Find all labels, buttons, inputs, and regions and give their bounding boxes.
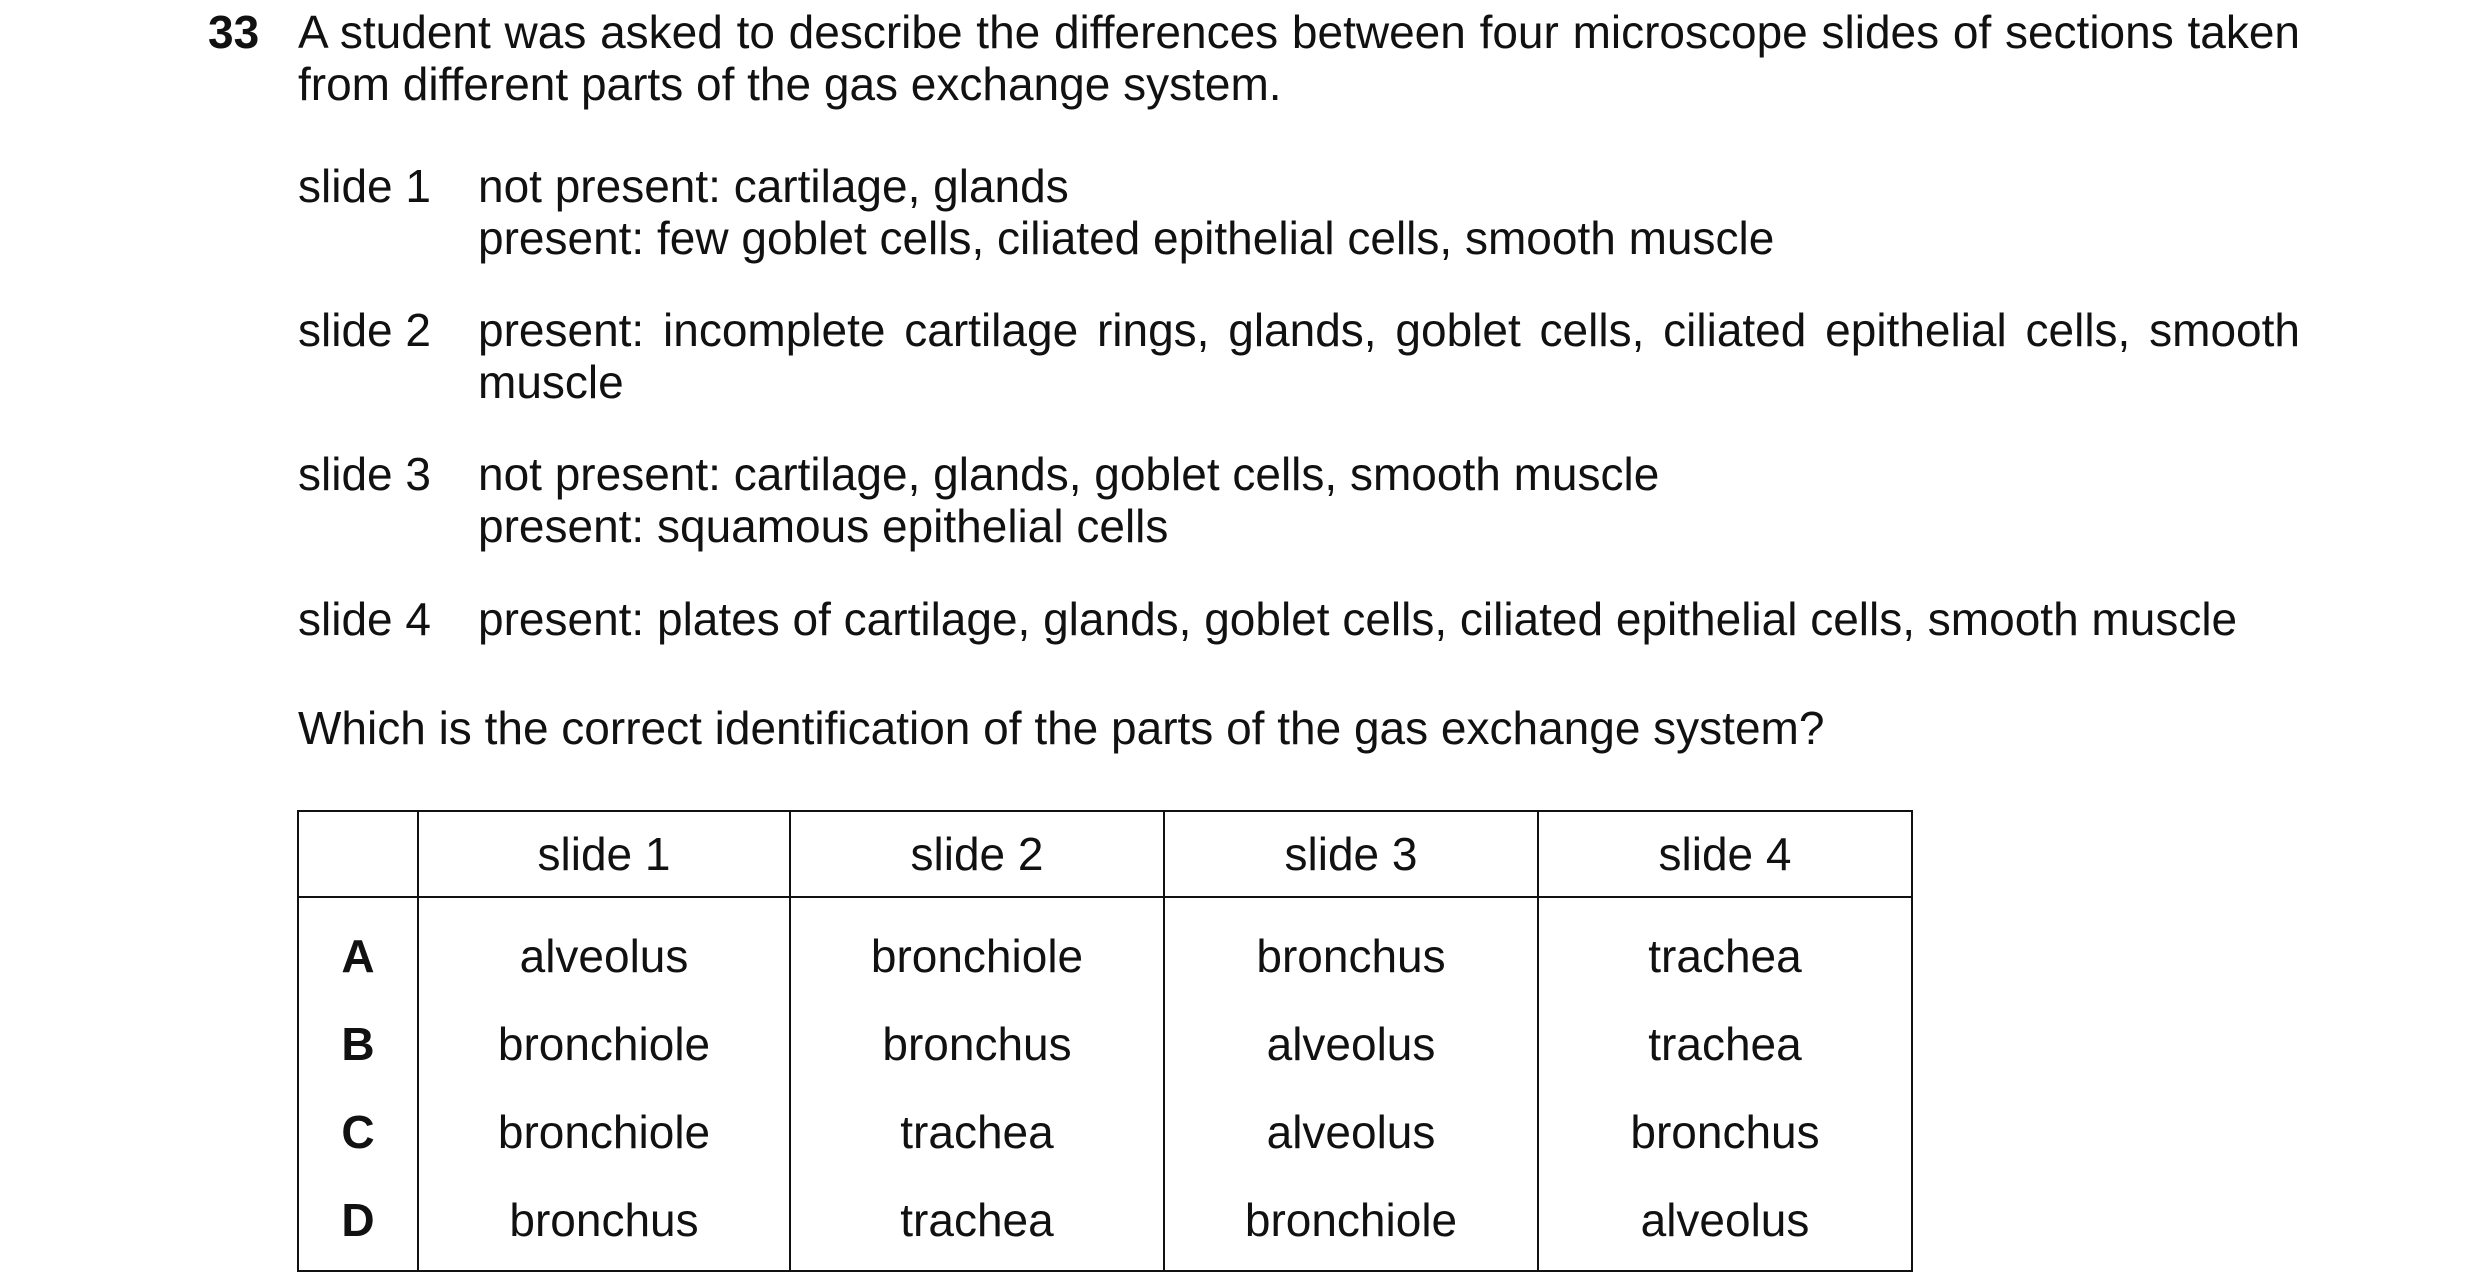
slide-text-line: present: incomplete cartilage rings, glands, goblet cells, ciliated epithelial cells, smooth muscle	[478, 304, 2300, 408]
slide-text	[478, 304, 2300, 408]
option-letter[interactable]: A	[298, 897, 418, 1000]
table-header-row	[298, 811, 1912, 897]
table-cell: trachea	[790, 1088, 1164, 1176]
option-row-b[interactable]	[298, 1000, 1912, 1088]
slide-label: slide 1	[298, 160, 431, 212]
table-cell: bronchus	[1164, 897, 1538, 1000]
question-stem: A student was asked to describe the differences between four microscope slides of sections taken from different parts of the gas exchange system.	[298, 6, 2300, 110]
slide-label: slide 4	[298, 593, 431, 645]
table-cell: bronchiole	[418, 1088, 790, 1176]
table-cell: bronchiole	[790, 897, 1164, 1000]
slide-text	[478, 160, 2300, 264]
table-header-cell: slide 4	[1538, 811, 1912, 897]
question-number: 33	[208, 6, 260, 58]
option-letter[interactable]: D	[298, 1176, 418, 1271]
table-cell: bronchiole	[418, 1000, 790, 1088]
option-letter[interactable]: C	[298, 1088, 418, 1176]
table-cell: bronchus	[1538, 1088, 1912, 1176]
table-cell: alveolus	[418, 897, 790, 1000]
slide-label: slide 3	[298, 448, 431, 500]
slide-text	[478, 593, 2300, 645]
table-cell: bronchus	[790, 1000, 1164, 1088]
slide-text-line: not present: cartilage, glands, goblet cells, smooth muscle	[478, 448, 1660, 500]
table-header-cell	[298, 811, 418, 897]
table-cell: trachea	[1538, 897, 1912, 1000]
slide-text-line: present: few goblet cells, ciliated epithelial cells, smooth muscle	[478, 212, 1775, 264]
table-cell: bronchiole	[1164, 1176, 1538, 1271]
table-cell: alveolus	[1164, 1000, 1538, 1088]
option-row-a[interactable]	[298, 897, 1912, 1000]
table-header-cell: slide 2	[790, 811, 1164, 897]
table-cell: alveolus	[1164, 1088, 1538, 1176]
option-row-d[interactable]	[298, 1176, 1912, 1271]
slide-text-line: present: squamous epithelial cells	[478, 500, 1169, 552]
question-prompt: Which is the correct identification of the parts of the gas exchange system?	[298, 702, 1825, 754]
table-cell: trachea	[1538, 1000, 1912, 1088]
answer-options-table	[297, 810, 1913, 1272]
slide-text-line: present: plates of cartilage, glands, goblet cells, ciliated epithelial cells, smooth muscle	[478, 593, 2238, 645]
table-header-cell: slide 3	[1164, 811, 1538, 897]
option-row-c[interactable]	[298, 1088, 1912, 1176]
slide-text	[478, 448, 2300, 552]
table-cell: trachea	[790, 1176, 1164, 1271]
table-header-cell: slide 1	[418, 811, 790, 897]
table-cell: alveolus	[1538, 1176, 1912, 1271]
table-cell: bronchus	[418, 1176, 790, 1271]
slide-label: slide 2	[298, 304, 431, 356]
slide-text-line: not present: cartilage, glands	[478, 160, 1069, 212]
option-letter[interactable]: B	[298, 1000, 418, 1088]
